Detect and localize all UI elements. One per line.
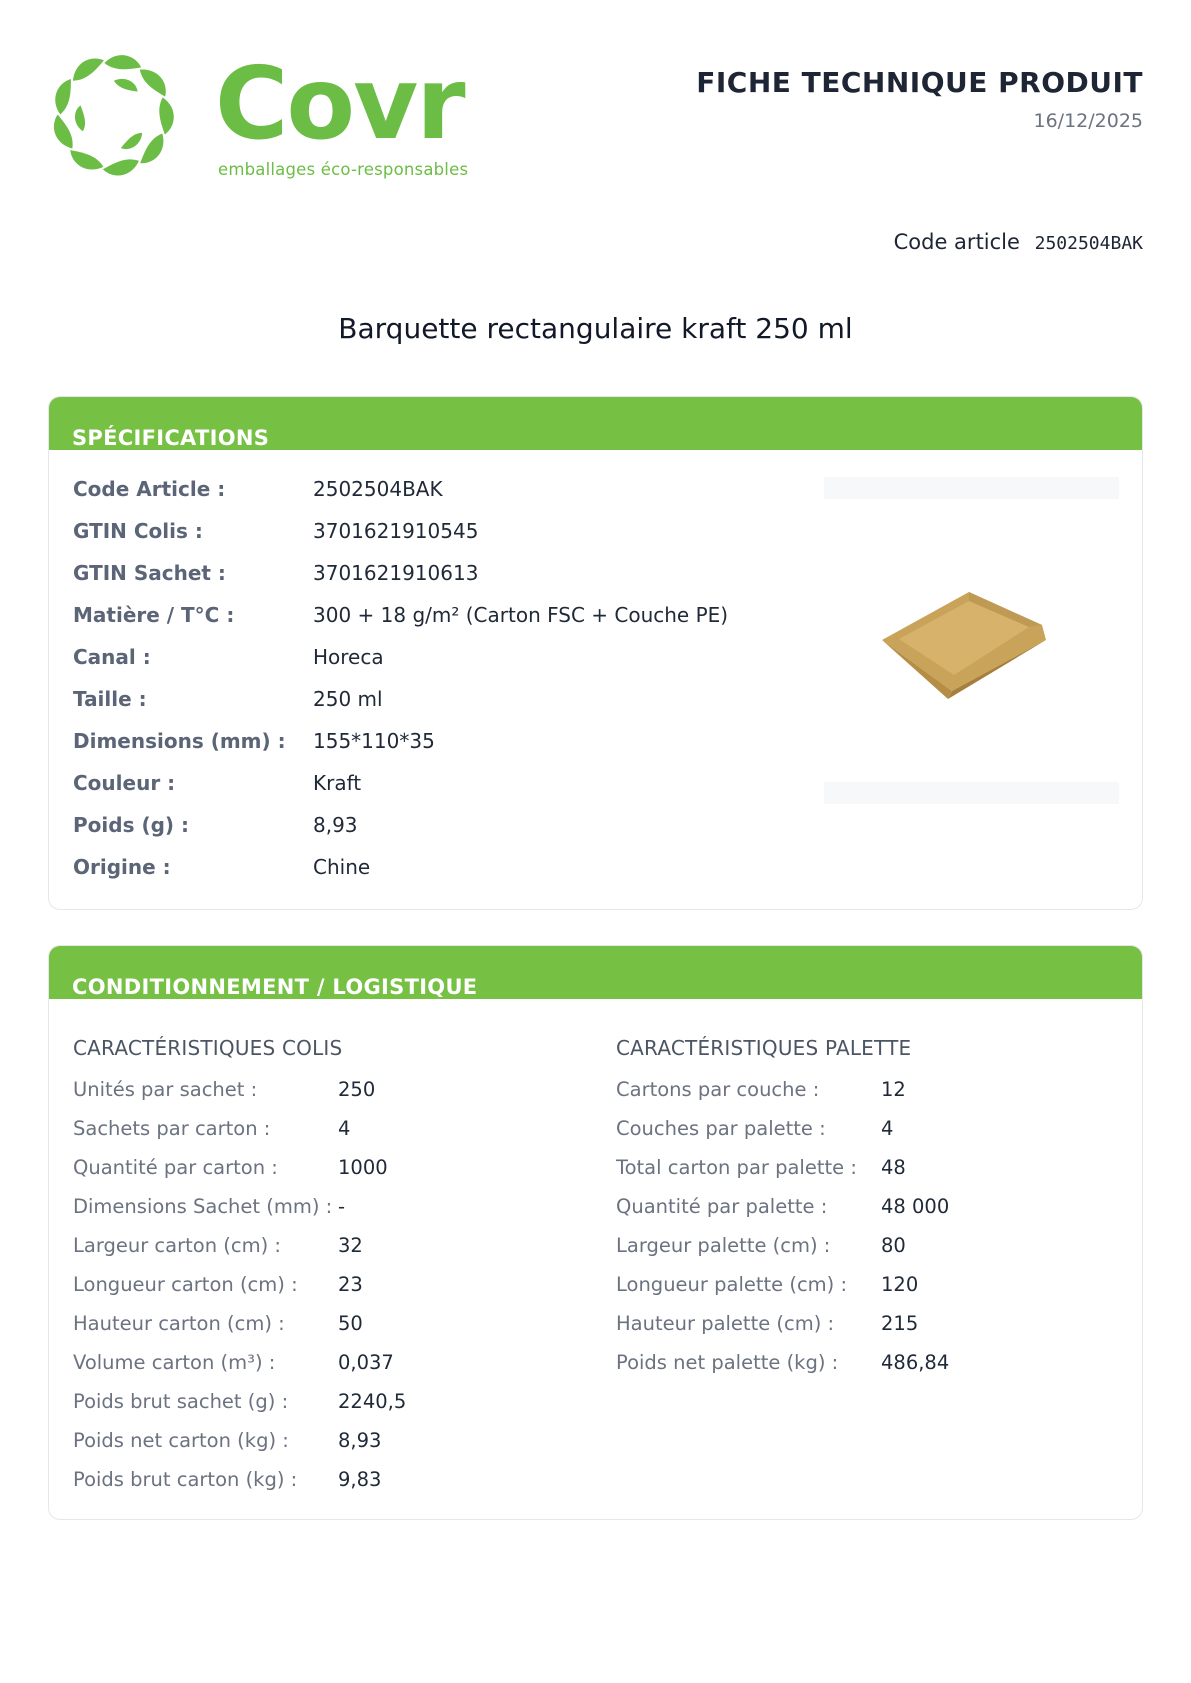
colis-row-value: 0,037 (338, 1351, 394, 1374)
spec-row-value: 250 ml (313, 687, 383, 711)
colis-row (73, 1468, 382, 1507)
article-code-value: 2502504BAK (1034, 233, 1143, 254)
palette-row-value: 48 000 (881, 1195, 950, 1218)
colis-row-value: 4 (338, 1117, 351, 1140)
palette-row-label: Hauteur palette (cm) : (616, 1312, 835, 1335)
palette-row (616, 1312, 919, 1351)
spec-row-label: Code Article : (73, 477, 226, 501)
colis-row-label: Unités par sachet : (73, 1078, 258, 1101)
colis-row (73, 1117, 351, 1156)
document-date: 16/12/2025 (1033, 110, 1143, 132)
palette-row (616, 1156, 911, 1195)
palette-row-value: 4 (881, 1117, 894, 1140)
spec-row-label: Dimensions (mm) : (73, 729, 286, 753)
specifications-card (48, 396, 1143, 910)
palette-row (616, 1234, 911, 1273)
spec-row-label: Canal : (73, 645, 151, 669)
article-code-line (894, 230, 1143, 254)
palette-column (616, 1036, 950, 1390)
colis-row-value: 8,93 (338, 1429, 382, 1452)
logistics-header (49, 946, 1142, 999)
specifications-header (49, 397, 1142, 450)
colis-list (73, 1078, 407, 1507)
colis-row (73, 1351, 394, 1390)
colis-row-label: Hauteur carton (cm) : (73, 1312, 285, 1335)
colis-row-label: Poids brut sachet (g) : (73, 1390, 289, 1413)
colis-row-value: 50 (338, 1312, 363, 1335)
spec-row-label: Origine : (73, 855, 171, 879)
brand-name: Covr (215, 45, 464, 162)
specifications-heading: SPÉCIFICATIONS (72, 425, 270, 450)
palette-row-label: Quantité par palette : (616, 1195, 828, 1218)
palette-row-value: 120 (881, 1273, 919, 1296)
palette-title: CARACTÉRISTIQUES PALETTE (616, 1036, 912, 1060)
colis-row-label: Quantité par carton : (73, 1156, 278, 1179)
leaf-ring-icon (48, 50, 178, 180)
palette-row-label: Total carton par palette : (616, 1156, 857, 1179)
colis-row (73, 1234, 363, 1273)
palette-row-label: Longueur palette (cm) : (616, 1273, 848, 1296)
colis-row-value: - (338, 1195, 346, 1218)
palette-row-value: 80 (881, 1234, 906, 1257)
colis-row (73, 1156, 388, 1195)
colis-row (73, 1429, 382, 1468)
product-image (824, 477, 1119, 827)
palette-row (616, 1351, 950, 1390)
palette-row-value: 48 (881, 1156, 906, 1179)
colis-row-label: Largeur carton (cm) : (73, 1234, 281, 1257)
colis-row (73, 1273, 363, 1312)
colis-row-label: Sachets par carton : (73, 1117, 271, 1140)
colis-row-label: Poids net carton (kg) : (73, 1429, 289, 1452)
logistics-heading: CONDITIONNEMENT / LOGISTIQUE (72, 974, 478, 999)
colis-row-label: Poids brut carton (kg) : (73, 1468, 298, 1491)
company-logo (48, 45, 488, 188)
colis-column (73, 1036, 407, 1507)
colis-row-label: Volume carton (m³) : (73, 1351, 276, 1374)
spec-row-value: 2502504BAK (313, 477, 443, 501)
palette-list (616, 1078, 950, 1390)
spec-row-value: Chine (313, 855, 371, 879)
palette-row-label: Cartons par couche : (616, 1078, 820, 1101)
colis-row (73, 1078, 376, 1117)
spec-row-value: Horeca (313, 645, 384, 669)
spec-row-value: 300 + 18 g/m² (Carton FSC + Couche PE) (313, 603, 729, 627)
colis-row (73, 1195, 346, 1234)
spec-row-label: GTIN Colis : (73, 519, 203, 543)
palette-row-value: 486,84 (881, 1351, 950, 1374)
document-title: FICHE TECHNIQUE PRODUIT (696, 66, 1143, 99)
spec-row-label: GTIN Sachet : (73, 561, 226, 585)
palette-row (616, 1078, 911, 1117)
spec-row-label: Couleur : (73, 771, 176, 795)
brand-tagline: emballages éco-responsables (218, 160, 469, 179)
spec-row-value: 8,93 (313, 813, 358, 837)
spec-row-value: 3701621910613 (313, 561, 479, 585)
spec-row-value: 155*110*35 (313, 729, 435, 753)
colis-row-value: 250 (338, 1078, 376, 1101)
spec-row-label: Poids (g) : (73, 813, 189, 837)
article-code-label: Code article (893, 230, 1020, 254)
spec-row-label: Taille : (73, 687, 147, 711)
spec-row-value: 3701621910545 (313, 519, 479, 543)
colis-row-value: 1000 (338, 1156, 388, 1179)
logistics-card (48, 945, 1143, 1520)
palette-row (616, 1195, 950, 1234)
palette-row-value: 215 (881, 1312, 919, 1335)
colis-row-value: 32 (338, 1234, 363, 1257)
product-title: Barquette rectangulaire kraft 250 ml (338, 312, 853, 345)
colis-row-value: 2240,5 (338, 1390, 407, 1413)
colis-row (73, 1312, 363, 1351)
palette-row-label: Poids net palette (kg) : (616, 1351, 839, 1374)
spec-row-value: Kraft (313, 771, 362, 795)
colis-row-value: 23 (338, 1273, 363, 1296)
palette-row-label: Largeur palette (cm) : (616, 1234, 831, 1257)
palette-row-value: 12 (881, 1078, 906, 1101)
spec-row-label: Matière / T°C : (73, 603, 235, 627)
colis-row (73, 1390, 407, 1429)
palette-row-label: Couches par palette : (616, 1117, 826, 1140)
colis-title: CARACTÉRISTIQUES COLIS (73, 1036, 343, 1060)
colis-row-value: 9,83 (338, 1468, 382, 1491)
palette-row (616, 1273, 919, 1312)
colis-row-label: Dimensions Sachet (mm) : (73, 1195, 333, 1218)
colis-row-label: Longueur carton (cm) : (73, 1273, 298, 1296)
palette-row (616, 1117, 911, 1156)
